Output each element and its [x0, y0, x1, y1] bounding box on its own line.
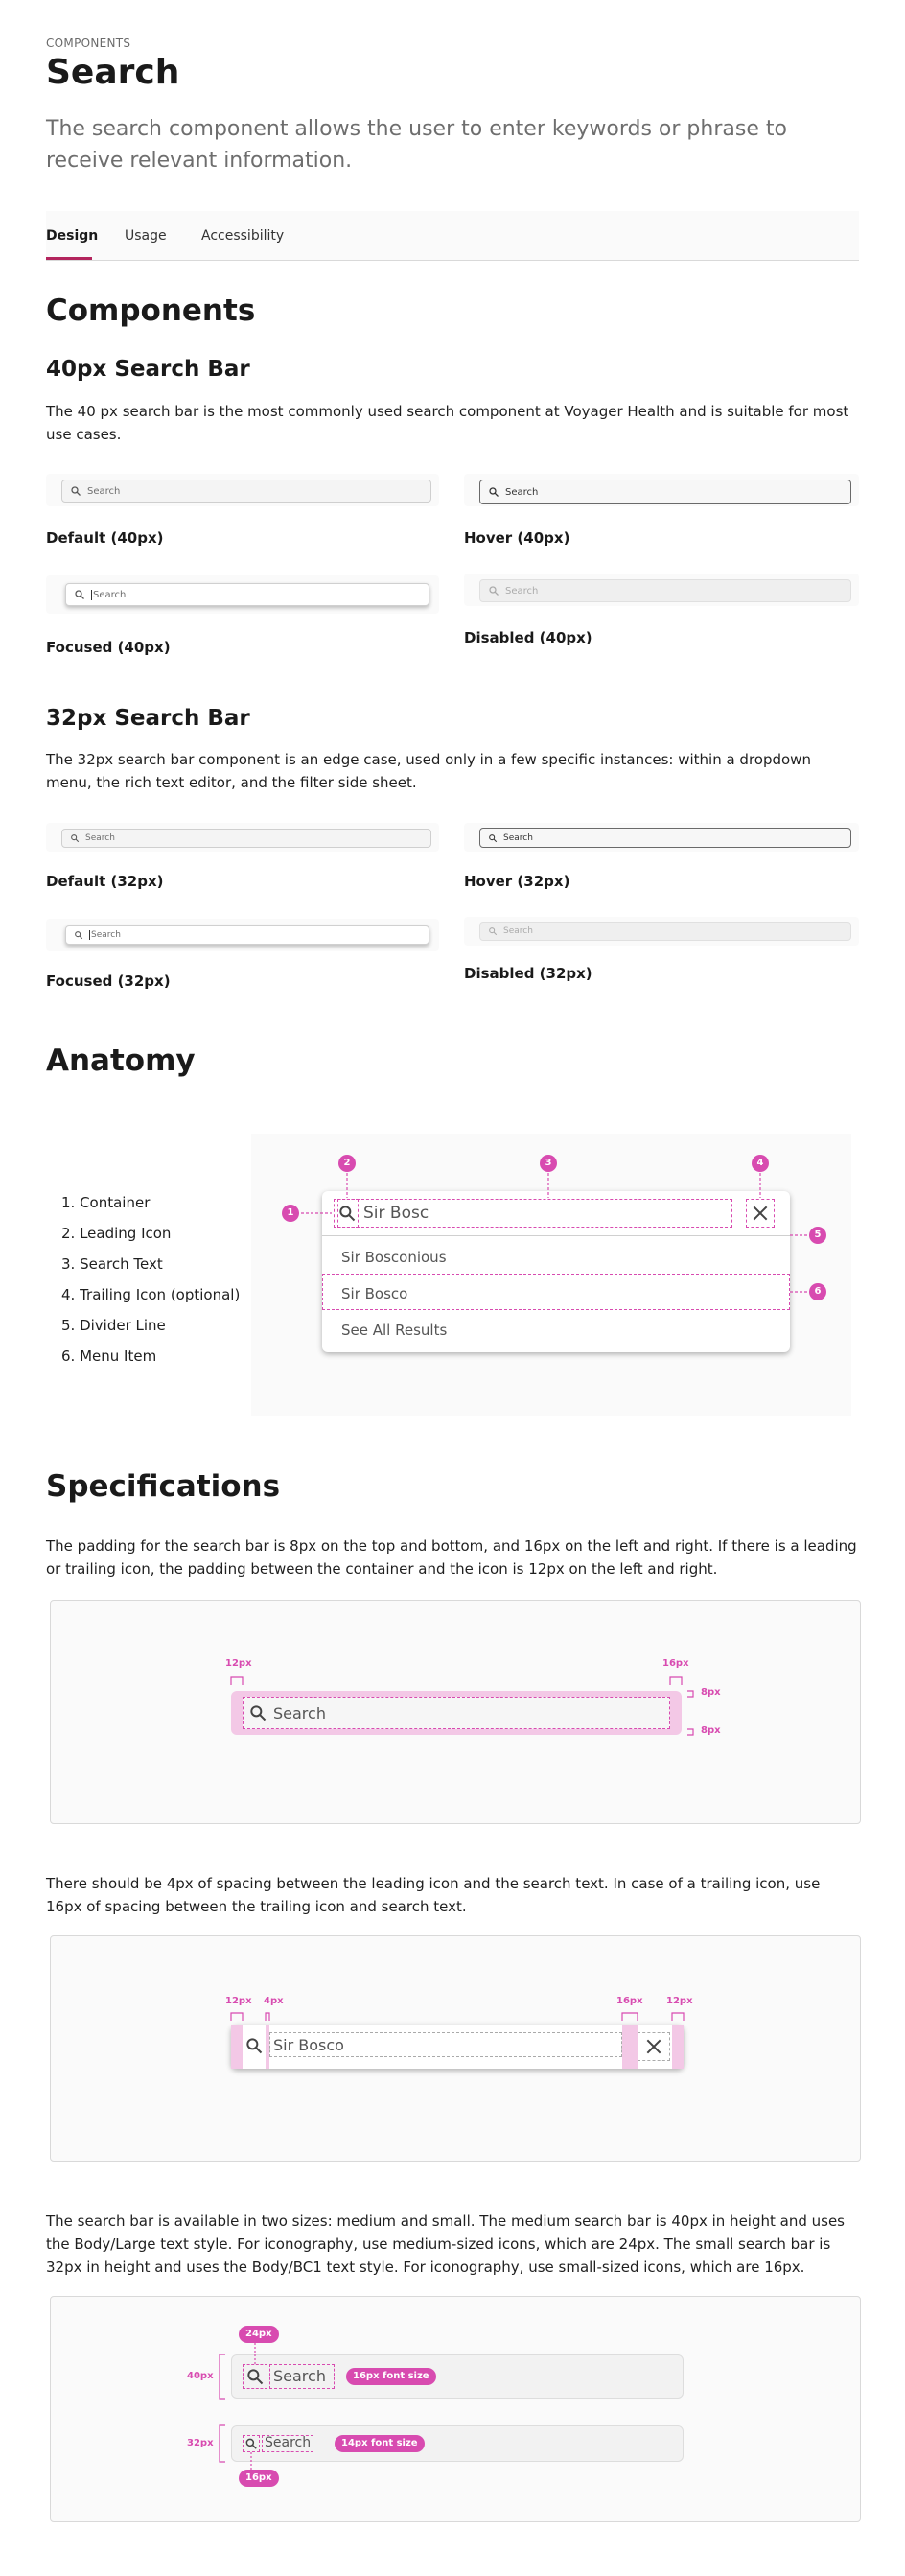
caption-focused-40: Focused (40px)	[46, 639, 171, 656]
search-icon	[74, 589, 85, 600]
search-bar-hover-40[interactable]	[479, 480, 851, 504]
label-right-padding: 16px	[662, 1658, 689, 1669]
spec-search-text: Search	[273, 1704, 326, 1722]
search-icon	[70, 485, 81, 497]
spec-search-text: Search	[265, 2435, 312, 2450]
search-icon	[488, 926, 498, 936]
search-placeholder: Search	[505, 486, 539, 498]
search-bar-focused-40[interactable]	[65, 583, 429, 606]
tab-accessibility[interactable]: Accessibility	[201, 228, 285, 244]
s32-description: The 32px search bar component is an edge case, used only in a few specific instances: within a dropdown menu, the rich text editor, and the filter side sheet.	[46, 751, 811, 791]
label-icon-gap: 4px	[264, 1996, 284, 2006]
anatomy-item: 2. Leading Icon	[61, 1225, 172, 1242]
page-eyebrow: COMPONENTS	[46, 36, 131, 50]
marker-1: 1	[282, 1205, 299, 1222]
anatomy-heading: Anatomy	[46, 1043, 196, 1078]
search-placeholder: Search	[87, 485, 121, 497]
demo-default-40	[46, 474, 439, 506]
anatomy-leader-lines	[251, 1134, 851, 1416]
label-top-padding: 8px	[701, 1687, 721, 1698]
anatomy-item: 3. Search Text	[61, 1255, 163, 1273]
anatomy-item: 1. Container	[61, 1194, 151, 1211]
anatomy-list	[61, 1187, 240, 1371]
demo-hover-40	[464, 474, 859, 506]
label-height-medium: 40px	[187, 2371, 214, 2381]
search-placeholder: Search	[93, 589, 127, 600]
caption-focused-32: Focused (32px)	[46, 972, 171, 990]
page-title: Search	[46, 53, 180, 92]
s40-heading: 40px Search Bar	[46, 357, 250, 382]
demo-disabled-32	[464, 917, 859, 946]
demo-disabled-40	[464, 574, 859, 606]
search-icon	[74, 930, 83, 940]
demo-focused-32	[46, 919, 439, 951]
search-placeholder: Search	[503, 926, 533, 936]
marker-2: 2	[338, 1155, 356, 1172]
marker-4: 4	[752, 1155, 769, 1172]
label-left-padding: 12px	[225, 1996, 252, 2006]
menu-item[interactable]: See All Results	[341, 1322, 448, 1339]
menu-item[interactable]: Sir Bosco	[341, 1285, 408, 1302]
search-placeholder: Search	[505, 585, 539, 597]
demo-focused-40	[46, 575, 439, 614]
search-bar-default-32[interactable]	[61, 829, 431, 848]
caption-hover-40: Hover (40px)	[464, 529, 570, 547]
spec-paragraph-sizes: The search bar is available in two sizes: medium and small. The medium search bar is 40px in height and uses the Body/Large text style. For iconography, use medium-sized icons, which are 24px. The small search bar is 32px in height and uses the Body/BC1 text style. For iconography, use small-sized icons, which are 16px.	[46, 2213, 845, 2276]
page-intro: The search component allows the user to enter keywords or phrase to receive relevant information.	[46, 117, 787, 173]
tab-design[interactable]: Design	[46, 228, 99, 244]
marker-6: 6	[809, 1283, 826, 1300]
demo-default-32	[46, 823, 439, 852]
specifications-heading: Specifications	[46, 1469, 281, 1504]
tab-usage[interactable]: Usage	[125, 228, 167, 244]
search-placeholder: Search	[503, 832, 533, 843]
caption-default-32: Default (32px)	[46, 873, 164, 890]
label-right-padding: 12px	[666, 1996, 693, 2006]
anatomy-item: 5. Divider Line	[61, 1317, 166, 1334]
label-left-padding: 12px	[225, 1658, 252, 1669]
marker-5: 5	[809, 1227, 826, 1244]
search-icon	[70, 833, 80, 843]
spec-search-text: Sir Bosco	[273, 2036, 344, 2054]
spec-diagram-sizes	[50, 2296, 861, 2522]
anatomy-item: 6. Menu Item	[61, 1347, 157, 1365]
search-placeholder: Search	[91, 930, 121, 940]
caption-disabled-32: Disabled (32px)	[464, 965, 592, 982]
search-placeholder: Search	[85, 833, 115, 843]
search-bar-disabled-32	[479, 922, 851, 941]
caption-disabled-40: Disabled (40px)	[464, 629, 592, 646]
search-bar-default-40[interactable]	[61, 480, 431, 503]
marker-3: 3	[540, 1155, 557, 1172]
spacing-brackets	[51, 1936, 862, 2163]
s40-description: The 40 px search bar is the most commonly used search component at Voyager Health and is suitable for most use cases.	[46, 403, 849, 443]
demo-hover-32	[464, 823, 859, 852]
tab-bar	[46, 211, 859, 261]
anatomy-diagram	[251, 1134, 851, 1416]
search-bar-disabled-40	[479, 579, 851, 602]
menu-item[interactable]: Sir Bosconious	[341, 1249, 447, 1266]
s32-heading: 32px Search Bar	[46, 706, 250, 731]
search-icon	[488, 833, 498, 843]
anatomy-item: 4. Trailing Icon (optional)	[61, 1286, 241, 1303]
active-tab-indicator	[46, 257, 92, 260]
search-bar-hover-32[interactable]	[479, 828, 851, 848]
spec-paragraph-padding: The padding for the search bar is 8px on the top and bottom, and 16px on the left and right. If there is a leading or trailing icon, the padding between the container and the icon is 12px on the left and right.	[46, 1537, 857, 1578]
spec-diagram-padding	[50, 1600, 861, 1824]
font-size-badge-small: 14px font size	[335, 2435, 425, 2452]
search-icon	[488, 486, 499, 498]
caption-default-40: Default (40px)	[46, 529, 164, 547]
anatomy-input-value: Sir Bosc	[363, 1204, 429, 1223]
icon-size-badge-small: 16px	[239, 2470, 279, 2487]
size-brackets	[51, 2297, 862, 2523]
icon-size-badge-medium: 24px	[239, 2326, 279, 2343]
components-heading: Components	[46, 293, 256, 328]
padding-brackets	[51, 1601, 862, 1825]
spec-paragraph-spacing: There should be 4px of spacing between the leading icon and the search text. In case of a trailing icon, use 16px of spacing between the trailing icon and search text.	[46, 1875, 821, 1915]
caption-hover-32: Hover (32px)	[464, 873, 570, 890]
spec-search-text: Search	[273, 2367, 326, 2385]
search-icon	[488, 585, 499, 597]
spec-diagram-spacing	[50, 1935, 861, 2162]
label-bottom-padding: 8px	[701, 1725, 721, 1736]
font-size-badge-medium: 16px font size	[346, 2368, 436, 2385]
label-height-small: 32px	[187, 2438, 214, 2448]
search-bar-focused-32[interactable]	[65, 925, 429, 945]
label-trailing-gap: 16px	[616, 1996, 643, 2006]
